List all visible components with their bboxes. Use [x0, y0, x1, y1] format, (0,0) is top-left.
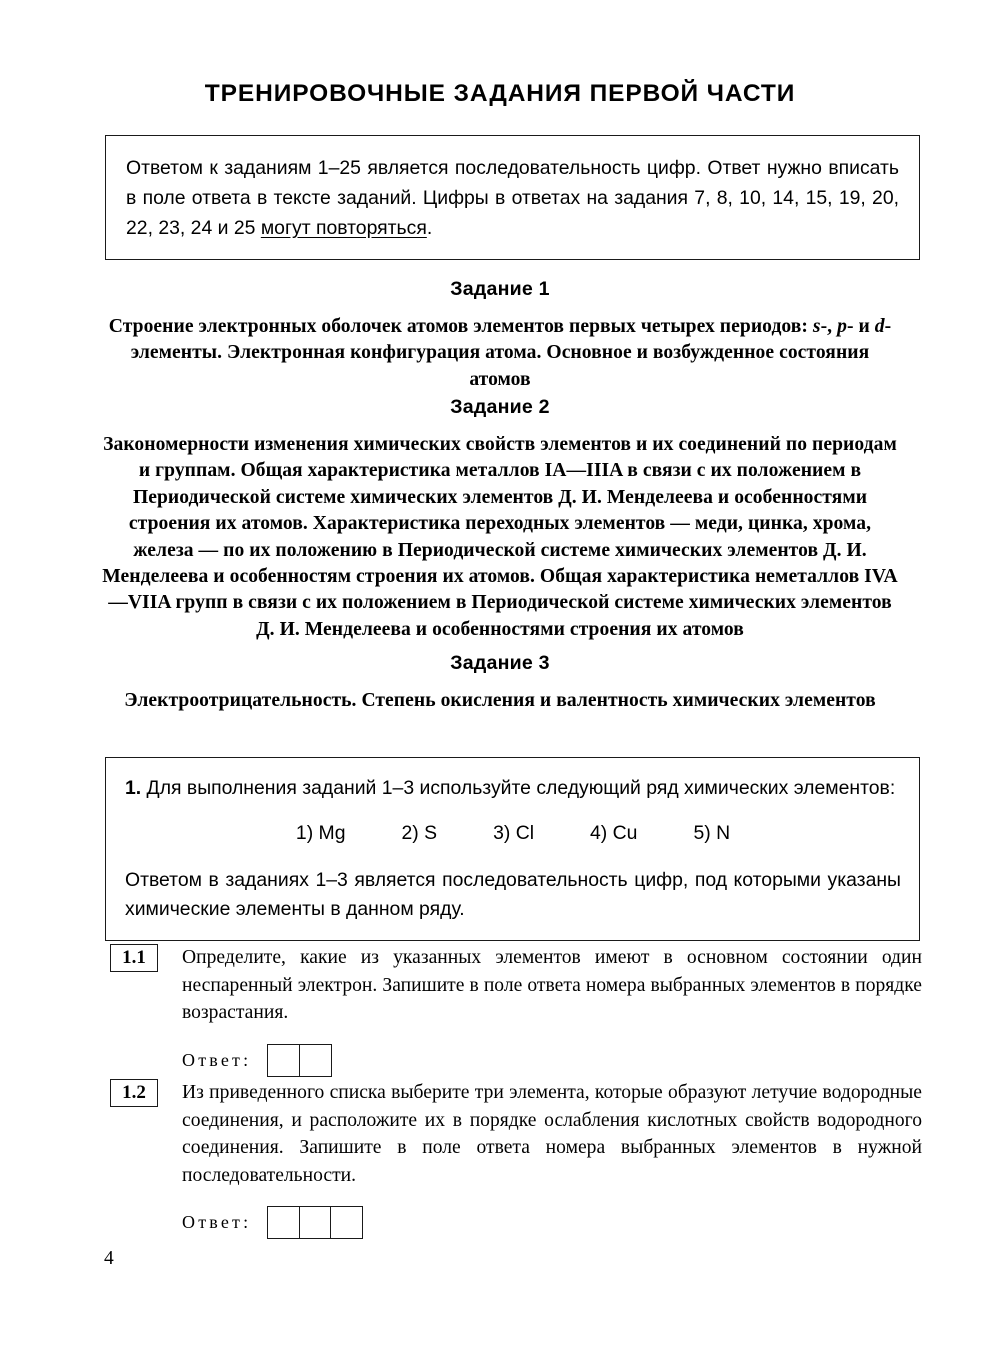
topic-description-1: [100, 314, 900, 393]
topic-desc-part-4: -элементы. Электронная конфигурация атома. Основное и возбужденное состояния атомов: [130, 316, 892, 390]
topic-heading-3: Задание 3: [450, 652, 550, 674]
topic-desc-part-2: -,: [820, 316, 838, 337]
question-body-1-1: [182, 944, 922, 1077]
question-1-1: [110, 944, 922, 1077]
answer-cell[interactable]: [299, 1044, 332, 1077]
answer-cell[interactable]: [299, 1206, 332, 1239]
element-option-2: 2) S: [401, 822, 438, 844]
chemical-element-list: [125, 822, 901, 845]
topic-desc-part-3: - и: [846, 316, 875, 337]
answer-cell[interactable]: [267, 1044, 300, 1077]
answer-row-1-1: [182, 1044, 922, 1077]
answer-cell[interactable]: [267, 1206, 300, 1239]
italic-s-orbital: s: [812, 316, 821, 337]
answer-row-1-2: [182, 1206, 922, 1239]
question-body-1-2: [182, 1079, 922, 1239]
element-option-1: 1) Mg: [295, 822, 346, 844]
topic-heading-2: Задание 2: [450, 396, 550, 418]
question-number-badge-1-1: 1.1: [110, 944, 158, 972]
intro-instruction-box: [105, 135, 920, 260]
topic-block-1: [100, 278, 900, 393]
topic-block-2: [100, 396, 900, 643]
answer-cell[interactable]: [330, 1206, 363, 1239]
question-number-badge-1-2: 1.2: [110, 1079, 158, 1107]
element-option-3: 3) Cl: [493, 822, 535, 844]
intro-text-before: Ответом к заданиям 1–25 является последовательность цифр. Ответ нужно вписать в поле ответа в тексте заданий. Цифры в ответах на задания 7, 8, 10, 14, 15, 19, 20, 22, 23, 24 и 25: [126, 157, 899, 239]
exercise-lead-body: Для выполнения заданий 1–3 используйте следующий ряд химических элементов:: [141, 777, 896, 799]
exercise-note-text: Ответом в заданиях 1–3 является последовательность цифр, под которыми указаны химические элементы в данном ряду.: [125, 869, 901, 920]
topic-block-3: [100, 652, 900, 714]
element-option-4: 4) Cu: [590, 822, 638, 844]
exercise-instruction-box: [105, 757, 920, 941]
answer-cells-1-2[interactable]: [267, 1206, 363, 1239]
italic-p-orbital: p: [837, 316, 847, 337]
answer-cells-1-1[interactable]: [267, 1044, 332, 1077]
question-text-1-2: Из приведенного списка выберите три элемента, которые образуют летучие водородные соединения, и расположите их в порядке ослабления кислотных свойств водородного соединения. Запишите в поле ответа номера выбранных элементов в нужной последовательности.: [182, 1082, 922, 1186]
question-text-1-1: Определите, какие из указанных элементов имеют в основном состоянии один неспаренный электрон. Запишите в поле ответа номера выбранных элементов в порядке возрастания.: [182, 947, 922, 1023]
exercise-lead-text: [125, 774, 901, 803]
italic-d-orbital: d: [874, 316, 885, 337]
element-option-5: 5) N: [693, 822, 731, 844]
intro-text-after: .: [426, 217, 433, 239]
intro-text-underlined: могут повторяться: [260, 217, 427, 239]
intro-instruction-text: [126, 153, 899, 243]
topic-heading-1: Задание 1: [450, 278, 550, 300]
topic-desc-part-1: Строение электронных оболочек атомов элементов первых четырех периодов:: [108, 316, 813, 337]
answer-label-1-1: Ответ:: [182, 1049, 252, 1070]
page-number: 4: [104, 1248, 114, 1269]
topic-description-3: Электроотрицательность. Степень окисления и валентность химических элементов: [124, 690, 876, 711]
topic-description-2: Закономерности изменения химических свойств элементов и их соединений по периодам и группам. Общая характеристика металлов IA—IIIA в связи с их положением в Периодической системе химических элементов Д. И. Менделеева и особенностями строения их атомов. Характеристика переходных элементов — меди, цинка, хрома, железа — по их положению в Периодической системе химических элементов Д. И. Менделеева и особенностям строения их атомов. Общая характеристика неметаллов IVA—VIIA групп в связи с их положением в Периодической системе химических элементов Д. И. Менделеева и особенностями строения их атомов: [102, 434, 898, 640]
page-title: ТРЕНИРОВОЧНЫЕ ЗАДАНИЯ ПЕРВОЙ ЧАСТИ: [204, 80, 796, 107]
answer-label-1-2: Ответ:: [182, 1212, 252, 1232]
exercise-number: 1.: [125, 777, 142, 799]
question-1-2: [110, 1079, 922, 1239]
